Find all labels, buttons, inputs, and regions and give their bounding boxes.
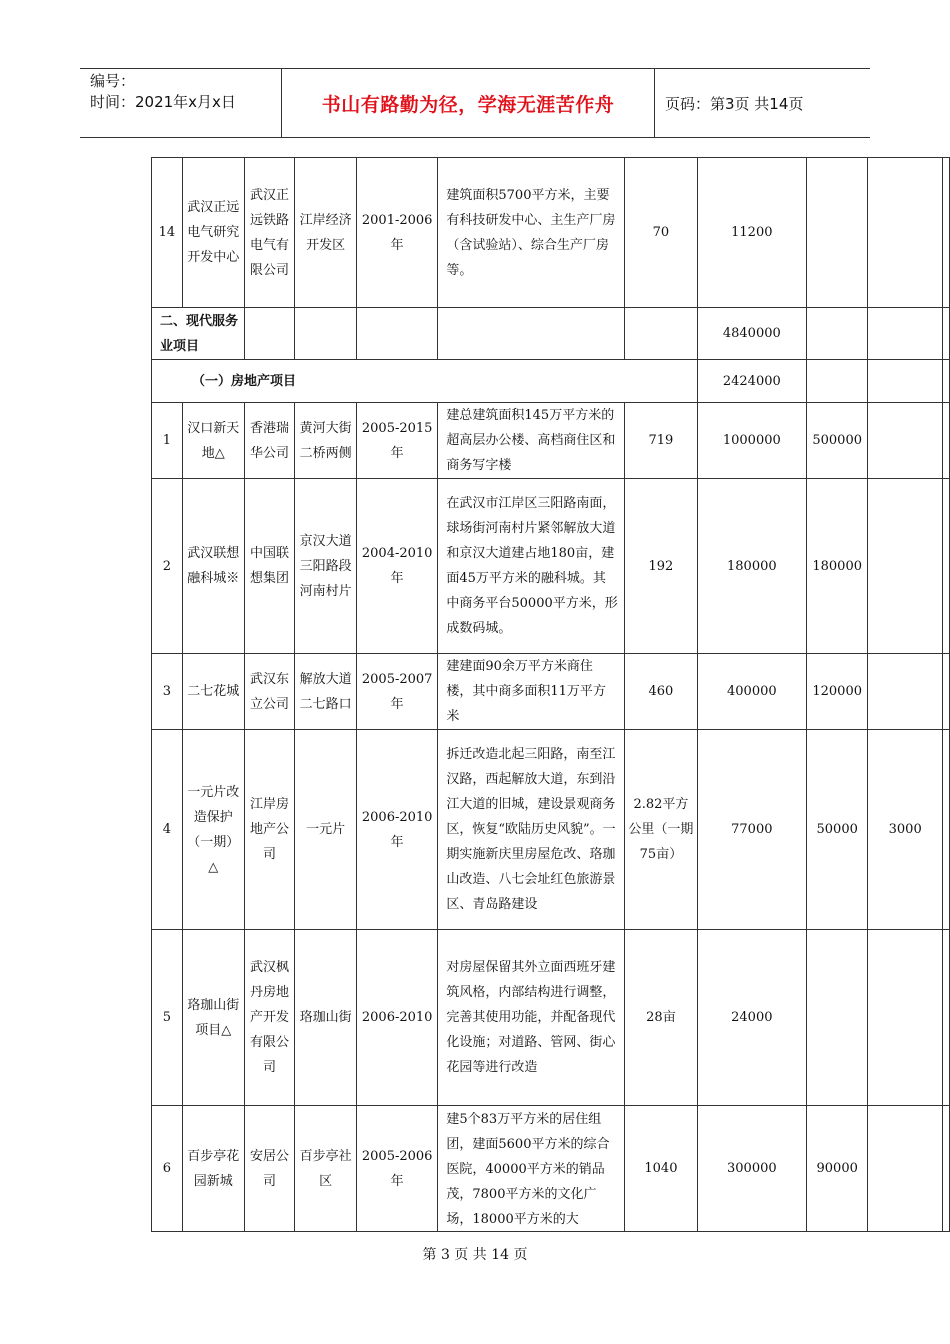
cell-value-1 <box>806 158 868 308</box>
cell-value-2 <box>868 479 942 654</box>
document-number-label: 编号： <box>90 72 136 90</box>
cell-investment: 77000 <box>697 730 806 930</box>
cell-location: 百步亭社区 <box>295 1106 357 1232</box>
cell-empty <box>806 360 868 403</box>
cell-period: 2004-2010年 <box>356 479 437 654</box>
cell-no: 1 <box>152 403 183 479</box>
cell-edge <box>942 308 949 360</box>
cell-location: 京汉大道三阳路段河南村片 <box>295 479 357 654</box>
cell-value-2 <box>868 403 942 479</box>
project-table <box>151 157 950 1232</box>
cell-description: 建建面90余万平方米商住楼，其中商多面积11万平方米 <box>438 654 625 730</box>
page-header <box>80 68 870 138</box>
cell-investment: 4840000 <box>697 308 806 360</box>
cell-description: 建总建筑面积145万平方米的超高层办公楼、高档商住区和商务写字楼 <box>438 403 625 479</box>
table-row <box>152 158 950 308</box>
cell-value-1: 180000 <box>806 479 868 654</box>
cell-location: 江岸经济开发区 <box>295 158 357 308</box>
table-row <box>152 1106 950 1232</box>
cell-value-1: 50000 <box>806 730 868 930</box>
cell-investment: 1000000 <box>697 403 806 479</box>
header-meta <box>80 69 282 137</box>
cell-edge <box>942 403 949 479</box>
cell-company: 江岸房地产公司 <box>244 730 295 930</box>
page-footer: 第 3 页 共 14 页 <box>422 1247 528 1263</box>
cell-investment: 24000 <box>697 930 806 1106</box>
cell-edge <box>942 360 949 403</box>
cell-description: 建筑面积5700平方米，主要有科技研发中心、主生产厂房（含试验站）、综合生产厂房等。 <box>438 158 625 308</box>
cell-empty <box>625 308 698 360</box>
cell-empty <box>868 360 942 403</box>
cell-area: 70 <box>625 158 698 308</box>
cell-value-1: 500000 <box>806 403 868 479</box>
cell-project-name: 武汉正远电气研究开发中心 <box>182 158 244 308</box>
cell-no: 4 <box>152 730 183 930</box>
table-row <box>152 403 950 479</box>
cell-company: 香港瑞华公司 <box>244 403 295 479</box>
cell-no: 14 <box>152 158 183 308</box>
cell-value-2: 3000 <box>868 730 942 930</box>
cell-no: 6 <box>152 1106 183 1232</box>
header-page-number: 页码：第3页 共14页 <box>665 94 804 113</box>
cell-period: 2006-2010 <box>356 930 437 1106</box>
cell-edge <box>942 1106 949 1232</box>
cell-period: 2005-2007年 <box>356 654 437 730</box>
cell-value-2 <box>868 1106 942 1232</box>
table-row <box>152 479 950 654</box>
cell-empty <box>356 308 437 360</box>
cell-description: 拆迁改造北起三阳路，南至江汉路，西起解放大道，东到沿江大道的旧城，建设景观商务区，恢复“欧陆历史风貌”。一期实施新庆里房屋危改、珞珈山改造、八七会址红色旅游景区、青岛路建设 <box>438 730 625 930</box>
cell-project-name: 汉口新天地△ <box>182 403 244 479</box>
cell-empty <box>295 308 357 360</box>
cell-period: 2001-2006年 <box>356 158 437 308</box>
cell-no: 2 <box>152 479 183 654</box>
cell-empty <box>806 308 868 360</box>
cell-company: 武汉正远铁路电气有限公司 <box>244 158 295 308</box>
cell-edge <box>942 654 949 730</box>
table-row <box>152 654 950 730</box>
cell-company: 武汉枫丹房地产开发有限公司 <box>244 930 295 1106</box>
cell-period: 2005-2015年 <box>356 403 437 479</box>
cell-description: 对房屋保留其外立面西班牙建筑风格，内部结构进行调整，完善其使用功能，并配备现代化设施；对道路、管网、街心花园等进行改造 <box>438 930 625 1106</box>
cell-edge <box>942 930 949 1106</box>
cell-investment: 400000 <box>697 654 806 730</box>
subsection-row <box>152 360 950 403</box>
cell-investment: 300000 <box>697 1106 806 1232</box>
cell-location: 黄河大街二桥两侧 <box>295 403 357 479</box>
cell-project-name: 武汉联想融科城※ <box>182 479 244 654</box>
cell-period: 2006-2010年 <box>356 730 437 930</box>
cell-value-1: 120000 <box>806 654 868 730</box>
cell-area: 719 <box>625 403 698 479</box>
cell-value-1: 90000 <box>806 1106 868 1232</box>
cell-area: 2.82平方公里（一期75亩） <box>625 730 698 930</box>
cell-no: 5 <box>152 930 183 1106</box>
cell-project-name: 珞珈山街项目△ <box>182 930 244 1106</box>
cell-period: 2005-2006年 <box>356 1106 437 1232</box>
cell-description <box>438 1106 625 1232</box>
cell-empty <box>868 308 942 360</box>
cell-value-2 <box>868 654 942 730</box>
cell-investment: 2424000 <box>697 360 806 403</box>
subsection-title: （一）房地产项目 <box>152 360 698 403</box>
cell-location: 解放大道二七路口 <box>295 654 357 730</box>
cell-company: 武汉东立公司 <box>244 654 295 730</box>
cell-location: 一元片 <box>295 730 357 930</box>
cell-no: 3 <box>152 654 183 730</box>
table-row <box>152 730 950 930</box>
cell-value-1 <box>806 930 868 1106</box>
cell-empty <box>438 308 625 360</box>
cell-edge <box>942 158 949 308</box>
cell-value-2 <box>868 158 942 308</box>
header-motto: 书山有路勤为径，学海无涯苦作舟 <box>282 69 655 137</box>
table-row <box>152 930 950 1106</box>
cell-project-name: 百步亭花园新城 <box>182 1106 244 1232</box>
section-title: 二、现代服务业项目 <box>152 308 245 360</box>
cell-edge <box>942 479 949 654</box>
cell-area: 460 <box>625 654 698 730</box>
cell-project-name: 二七花城 <box>182 654 244 730</box>
cell-company: 中国联想集团 <box>244 479 295 654</box>
cell-location: 珞珈山街 <box>295 930 357 1106</box>
cell-value-2 <box>868 930 942 1106</box>
cell-investment: 180000 <box>697 479 806 654</box>
description-clip: 建5个83万平方米的居住组团，建面5600平方米的综合医院，40000平方米的销品茂，7800平方米的文化广场，18000平方米的大 <box>446 1111 610 1227</box>
cell-area: 1040 <box>625 1106 698 1232</box>
cell-company: 安居公司 <box>244 1106 295 1232</box>
cell-area: 192 <box>625 479 698 654</box>
section-row <box>152 308 950 360</box>
cell-edge <box>942 730 949 930</box>
cell-investment: 11200 <box>697 158 806 308</box>
cell-area: 28亩 <box>625 930 698 1106</box>
cell-project-name: 一元片改造保护（一期）△ <box>182 730 244 930</box>
document-time-label: 时间：2021年x月x日 <box>90 93 236 111</box>
cell-description: 在武汉市江岸区三阳路南面，球场街河南村片紧邻解放大道和京汉大道建占地180亩，建面45万平方米的融科城。其中商务平台50000平方米，形成数码城。 <box>438 479 625 654</box>
cell-empty <box>244 308 295 360</box>
